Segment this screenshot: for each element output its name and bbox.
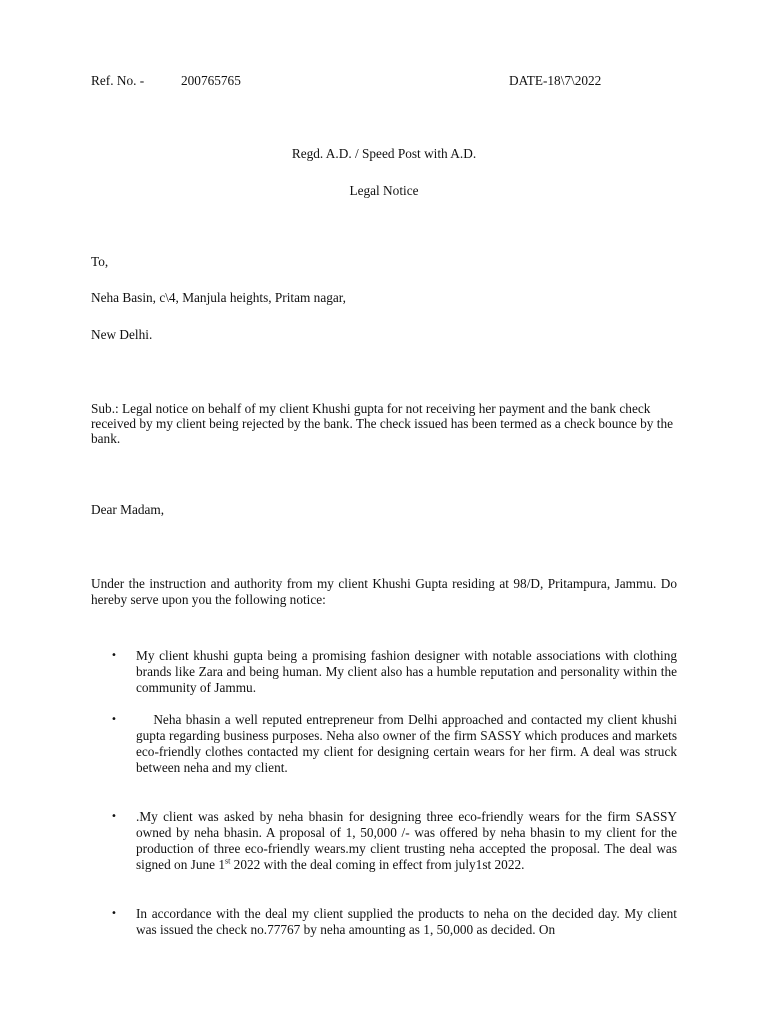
recipient-address-line1: Neha Basin, c\4, Manjula heights, Pritam nagar, xyxy=(91,290,347,305)
recipient-to: To, xyxy=(91,254,109,269)
notice-point-text: Neha bhasin a well reputed entrepreneur from Delhi approached and contacted my client khushi gupta regarding business purposes. Neha also owner of the firm SASSY which produces and markets eco-friendly clothes contacted my client for designing certain wears for her firm. A deal was struck between neha and my client. xyxy=(136,712,681,775)
salutation: Dear Madam, xyxy=(91,502,165,517)
bullet-icon: • xyxy=(111,811,117,822)
notice-date: DATE-18\7\2022 xyxy=(509,73,602,88)
ordinal-suffix: st xyxy=(225,856,231,866)
notice-title: Legal Notice xyxy=(349,183,419,198)
bullet-icon: • xyxy=(111,908,117,919)
recipient-address-line2: New Delhi. xyxy=(91,327,153,342)
bullet-icon: • xyxy=(111,714,117,725)
notice-point-text: In accordance with the deal my client supplied the products to neha on the decided day. My client was issued the check no.77767 by neha amounting as 1, 50,000 as decided. On xyxy=(136,906,677,937)
notice-point-text: My client khushi gupta being a promising fashion designer with notable associations with clothing brands like Zara and being human. My client also has a humble reputation and personality within the community of Jammu. xyxy=(136,648,677,695)
bullet-icon: • xyxy=(111,650,117,661)
notice-point-text-part: 2022 with the deal coming in effect from july1st 2022. xyxy=(230,857,525,872)
notice-point-text xyxy=(136,809,677,873)
notice-subject: Sub.: Legal notice on behalf of my client Khushi gupta for not receiving her payment and the bank check received by my client being rejected by the bank. The check issued has been termed as a check bounce by the bank. xyxy=(91,401,673,446)
reference-number: 200765765 xyxy=(181,73,241,88)
notice-point-text-part: .My client was asked by neha bhasin for designing three eco-friendly wears for the firm SASSY owned by neha bhasin. A proposal of 1, 50,000 /- was offered by neha bhasin to my client for the production of three eco-friendly wears.my client trusting neha accepted the proposal. The deal was signed on June 1 xyxy=(136,809,677,872)
delivery-mode: Regd. A.D. / Speed Post with A.D. xyxy=(291,146,477,161)
reference-label: Ref. No. - xyxy=(91,73,145,88)
intro-paragraph: Under the instruction and authority from my client Khushi Gupta residing at 98/D, Pritampura, Jammu. Do hereby serve upon you the following notice: xyxy=(91,576,677,607)
